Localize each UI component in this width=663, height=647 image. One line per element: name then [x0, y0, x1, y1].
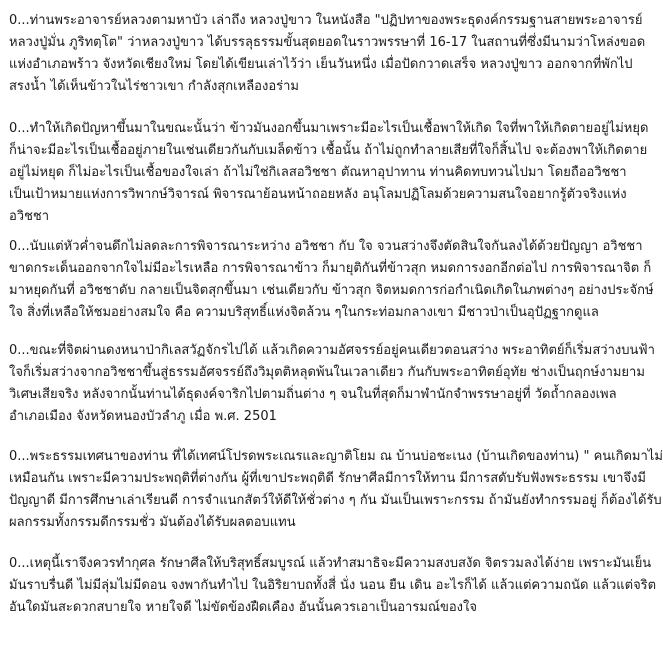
paragraph-line: อันใดมันสะดวกสบายใจ หายใจดี ไม่ขัดข้องฝืดเคือง อันนั้นควรเอาเป็นอารมณ์ของใจ: [9, 600, 477, 615]
paragraph-line: ผลกรรมทั้งกรรมดีกรรมชั่ว มันต้องได้รับผลตอบแทน: [9, 515, 296, 530]
paragraph-line: 0...ท่านพระอาจารย์หลวงตามหาบัว เล่าถึง หลวงปู่ขาว ในหนังสือ "ปฏิปทาของพระธุดงค์กรรมฐานสายพระอาจารย์: [9, 13, 643, 28]
paragraph-line: ใจก็เริ่มสว่างจากอวิชชาขึ้นสู่ธรรมอัศจรรย์ถึงวิมุตติหลุดพ้นในเวลาเดียว กันกับพระอาทิตย์อุทัย ช่างเป็นฤกษ์งามยาม: [9, 365, 645, 380]
paragraph-line: แห่งอำเภอพร้าว จังหวัดเชียงใหม่ โดยได้เขียนเล่าไว้ว่า เย็นวันหนึ่ง เมื่อปัดกวาดเสร็จ หลวงปู่ขาว ออกจากที่พักไป: [9, 57, 633, 72]
paragraph-line: 0...ทำให้เกิดปัญหาขึ้นมาในขณะนั้นว่า ข้าวมันงอกขึ้นมาเพราะมีอะไรเป็นเชื้อพาให้เกิด ใจที่พาให้เกิดตายอยู่ไม่หยุด: [9, 121, 649, 136]
paragraph-line: มันราบรื่นดี ไม่มีลุ่มไม่มีดอน จงพากันทำไป ในอิริยาบถทั้งสี่ นั่ง นอน ยืน เดิน อะไรก็ได้ แล้วแต่ความถนัด แล้วแต่จริต: [9, 578, 657, 593]
paragraph-line: ขาดกระเด็นออกจากใจไม่มีอะไรเหลือ การพิจารณาข้าว ก็มายุติกันที่ข้าวสุก หมดการงอกอีกต่อไป การพิจารณาจิต ก็: [9, 261, 652, 276]
paragraph-line: ก็น่าจะมีอะไรเป็นเชื้ออยู่ภายในเช่นเดียวกันกับเมล็ดข้าว เชื้อนั้น ถ้าไม่ถูกทำลายเสียที่ใจก็สิ้นไป จะต้องพาให้เกิดตาย: [9, 143, 648, 158]
paragraph-6: [9, 553, 657, 619]
paragraph-line: 0...พระธรรมเทศนาของท่าน ที่ได้เทศน์โปรดพระเณรและญาติโยม ณ บ้านบ่อชะเนง (บ้านเกิดของท่าน) " คนเกิดมาไม่: [9, 449, 663, 464]
paragraph-line: 0...ขณะที่จิตผ่านดงหนาป่ากิเลสวัฏจักรไปได้ แล้วเกิดความอัศจรรย์อยู่คนเดียวตอนสว่าง พระอาทิตย์ก็เริ่มสว่างบนฟ้า: [9, 343, 655, 358]
paragraph-line: 0...นับแต่หัวค่ำจนดึกไม่ลดละการพิจารณาระหว่าง อวิชชา กับ ใจ จวนสว่างจึงตัดสินใจกันลงได้ด้วยปัญญา อวิชชา: [9, 239, 643, 254]
paragraph-line: หลวงปู่มั่น ภูริทตฺโต" ว่าหลวงปู่ขาว ได้บรรลุธรรมขั้นสุดยอดในราวพรรษาที่ 16-17 ในสถานที่ซึ่งมีนามว่าโหล่งขอด: [9, 35, 646, 50]
paragraph-5: [9, 446, 663, 534]
paragraph-line: ใจ สิ่งที่เหลือให้ชมอย่างสมใจ คือ ความบริสุทธิ์แห่งจิตล้วน ๆในกระท่อมกลางเขา มีชาวป่าเป็นอุปัฏฐากดูแล: [9, 305, 599, 320]
paragraph-line: เป็นเป้าหมายแห่งการวิพากษ์วิจารณ์ พิจารณาย้อนหน้าถอยหลัง อนุโลมปฏิโลมด้วยความสนใจอยากรู้ตัวจริงแห่ง: [9, 187, 627, 202]
paragraph-line: อวิชชา: [9, 209, 50, 224]
paragraph-2: [9, 118, 649, 228]
paragraph-4: [9, 340, 655, 428]
paragraph-line: อำเภอเมือง จังหวัดหนองบัวลำภู เมื่อ พ.ศ. 2501: [9, 409, 277, 424]
paragraph-line: วิเศษเสียจริง หลังจากนั้นท่านได้ธุดงค์จาริกไปตามถิ่นต่าง ๆ จนในที่สุดก็มาพำนักจำพรรษาอยู่ที่ วัดถ้ำกลองเพล: [9, 387, 617, 402]
paragraph-line: 0...เหตุนี้เราจึงควรทำกุศล รักษาศีลให้บริสุทธิ์สมบูรณ์ แล้วทำสมาธิจะมีความสงบสงัด จิตรวมลงได้ง่าย เพราะมันเย็น: [9, 556, 652, 571]
paragraph-line: อยู่ไม่หยุด ก็ไม่อะไรเป็นเชื้อของใจเล่า ถ้าไม่ใช่กิเลสอวิชชา ตัณหาอุปาทาน ท่านคิดทบทวนไปมา โดยถืออวิชชา: [9, 165, 627, 180]
paragraph-line: ปัญญาดี มีการศึกษาเล่าเรียนดี การจำแนกสัตว์ให้ดีให้ชั่วต่าง ๆ กัน มันเป็นเพราะกรรม ถ้ามันยังทำกรรมอยู่ ก็ต้องได้รับ: [9, 493, 662, 508]
paragraph-1: [9, 10, 646, 98]
paragraph-line: เหมือนกัน เพราะมีความประพฤติที่ต่างกัน ผู้ที่เขาประพฤติดี รักษาศีลมีการให้ทาน มีการสดับรับฟังพระธรรม เขาจึงมี: [9, 471, 646, 486]
paragraph-3: [9, 236, 654, 324]
paragraph-line: มาหยุดกันที่ อวิชชาดับ กลายเป็นจิตสุกขึ้นมา เช่นเดียวกับ ข้าวสุก จิตหมดการก่อกำเนิดเกิดในภพต่างๆ อย่างประจักษ์: [9, 283, 654, 298]
paragraph-line: สรงน้ำ ได้เห็นข้าวในไร่ชาวเขา กำลังสุกเหลืองอร่าม: [9, 79, 299, 94]
